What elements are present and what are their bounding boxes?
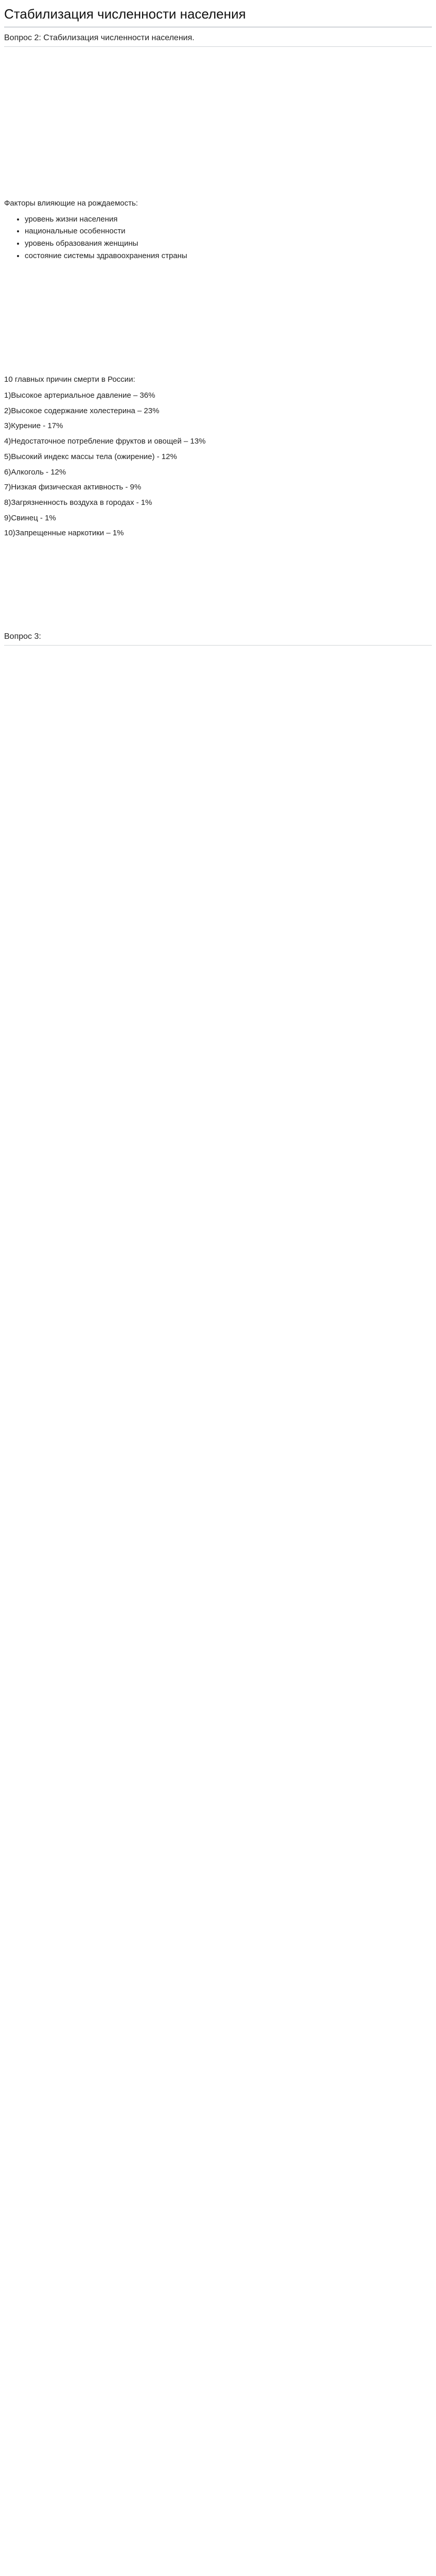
- question-3-paragraph-11: [4, 1013, 432, 1044]
- question-3-paragraph-12: [4, 1049, 432, 1080]
- cause-item: 1)Высокое артериальное давление – 36%: [4, 391, 155, 400]
- question-2-heading: Вопрос 2: Стабилизация численности населения.: [4, 32, 432, 47]
- factor-item: • состояние системы здравоохранения страны: [25, 251, 432, 262]
- cause-item: 2)Высокое содержание холестерина – 23%: [4, 406, 160, 415]
- factor-item: • национальные особенности: [25, 226, 432, 237]
- question-3-paragraph-5: [4, 797, 432, 828]
- question-3-paragraph-10: [4, 977, 432, 1008]
- question-3-paragraph-1: [4, 653, 432, 684]
- question-2-middle-paragraph-1: [4, 266, 432, 297]
- question-2-paragraph-4: [4, 162, 432, 193]
- question-2-paragraph-2: [4, 90, 432, 121]
- question-3-paragraph-4: [4, 761, 432, 792]
- question-2-paragraph-3: [4, 126, 432, 157]
- question-3-heading: Вопрос 3:: [4, 631, 432, 646]
- question-2-middle-paragraph-2: [4, 302, 432, 333]
- cause-item: 3)Курение - 17%: [4, 421, 63, 431]
- question-3-paragraph-3: [4, 725, 432, 756]
- cause-item: 10)Запрещенные наркотики – 1%: [4, 529, 124, 538]
- question-2-section: [4, 32, 432, 611]
- factors-list: [4, 214, 432, 262]
- cause-item: 8)Загрязненность воздуха в городах - 1%: [4, 498, 152, 507]
- cause-item: 5)Высокий индекс массы тела (ожирение) - 12%: [4, 452, 177, 461]
- question-2-paragraph-1: [4, 54, 432, 85]
- cause-item: 9)Свинец - 1%: [4, 513, 56, 522]
- question-2-closing-paragraph-1: [4, 544, 432, 574]
- question-3-paragraph-8: [4, 905, 432, 936]
- factor-item: • уровень образования женщины: [25, 239, 432, 249]
- document-page: [0, 0, 436, 1106]
- cause-item: 7)Низкая физическая активность - 9%: [4, 483, 142, 492]
- question-3-paragraph-9: [4, 941, 432, 972]
- question-3-paragraph-7: [4, 869, 432, 900]
- question-3-paragraph-6: [4, 833, 432, 864]
- question-3-paragraph-2: [4, 689, 432, 720]
- factors-heading: Факторы влияющие на рождаемость:: [4, 198, 138, 208]
- cause-item: 4)Недостаточное потребление фруктов и овощей – 13%: [4, 437, 206, 446]
- question-2-middle-paragraph-3: [4, 338, 432, 369]
- causes-list: [4, 391, 432, 539]
- question-2-closing-paragraph-2: [4, 580, 432, 611]
- cause-item: 6)Алкоголь - 12%: [4, 467, 66, 477]
- factor-item: • уровень жизни населения: [25, 214, 432, 225]
- question-3-section: [4, 631, 432, 1080]
- causes-heading: 10 главных причин смерти в России:: [4, 375, 135, 384]
- page-title: Стабилизация численности населения: [4, 5, 432, 27]
